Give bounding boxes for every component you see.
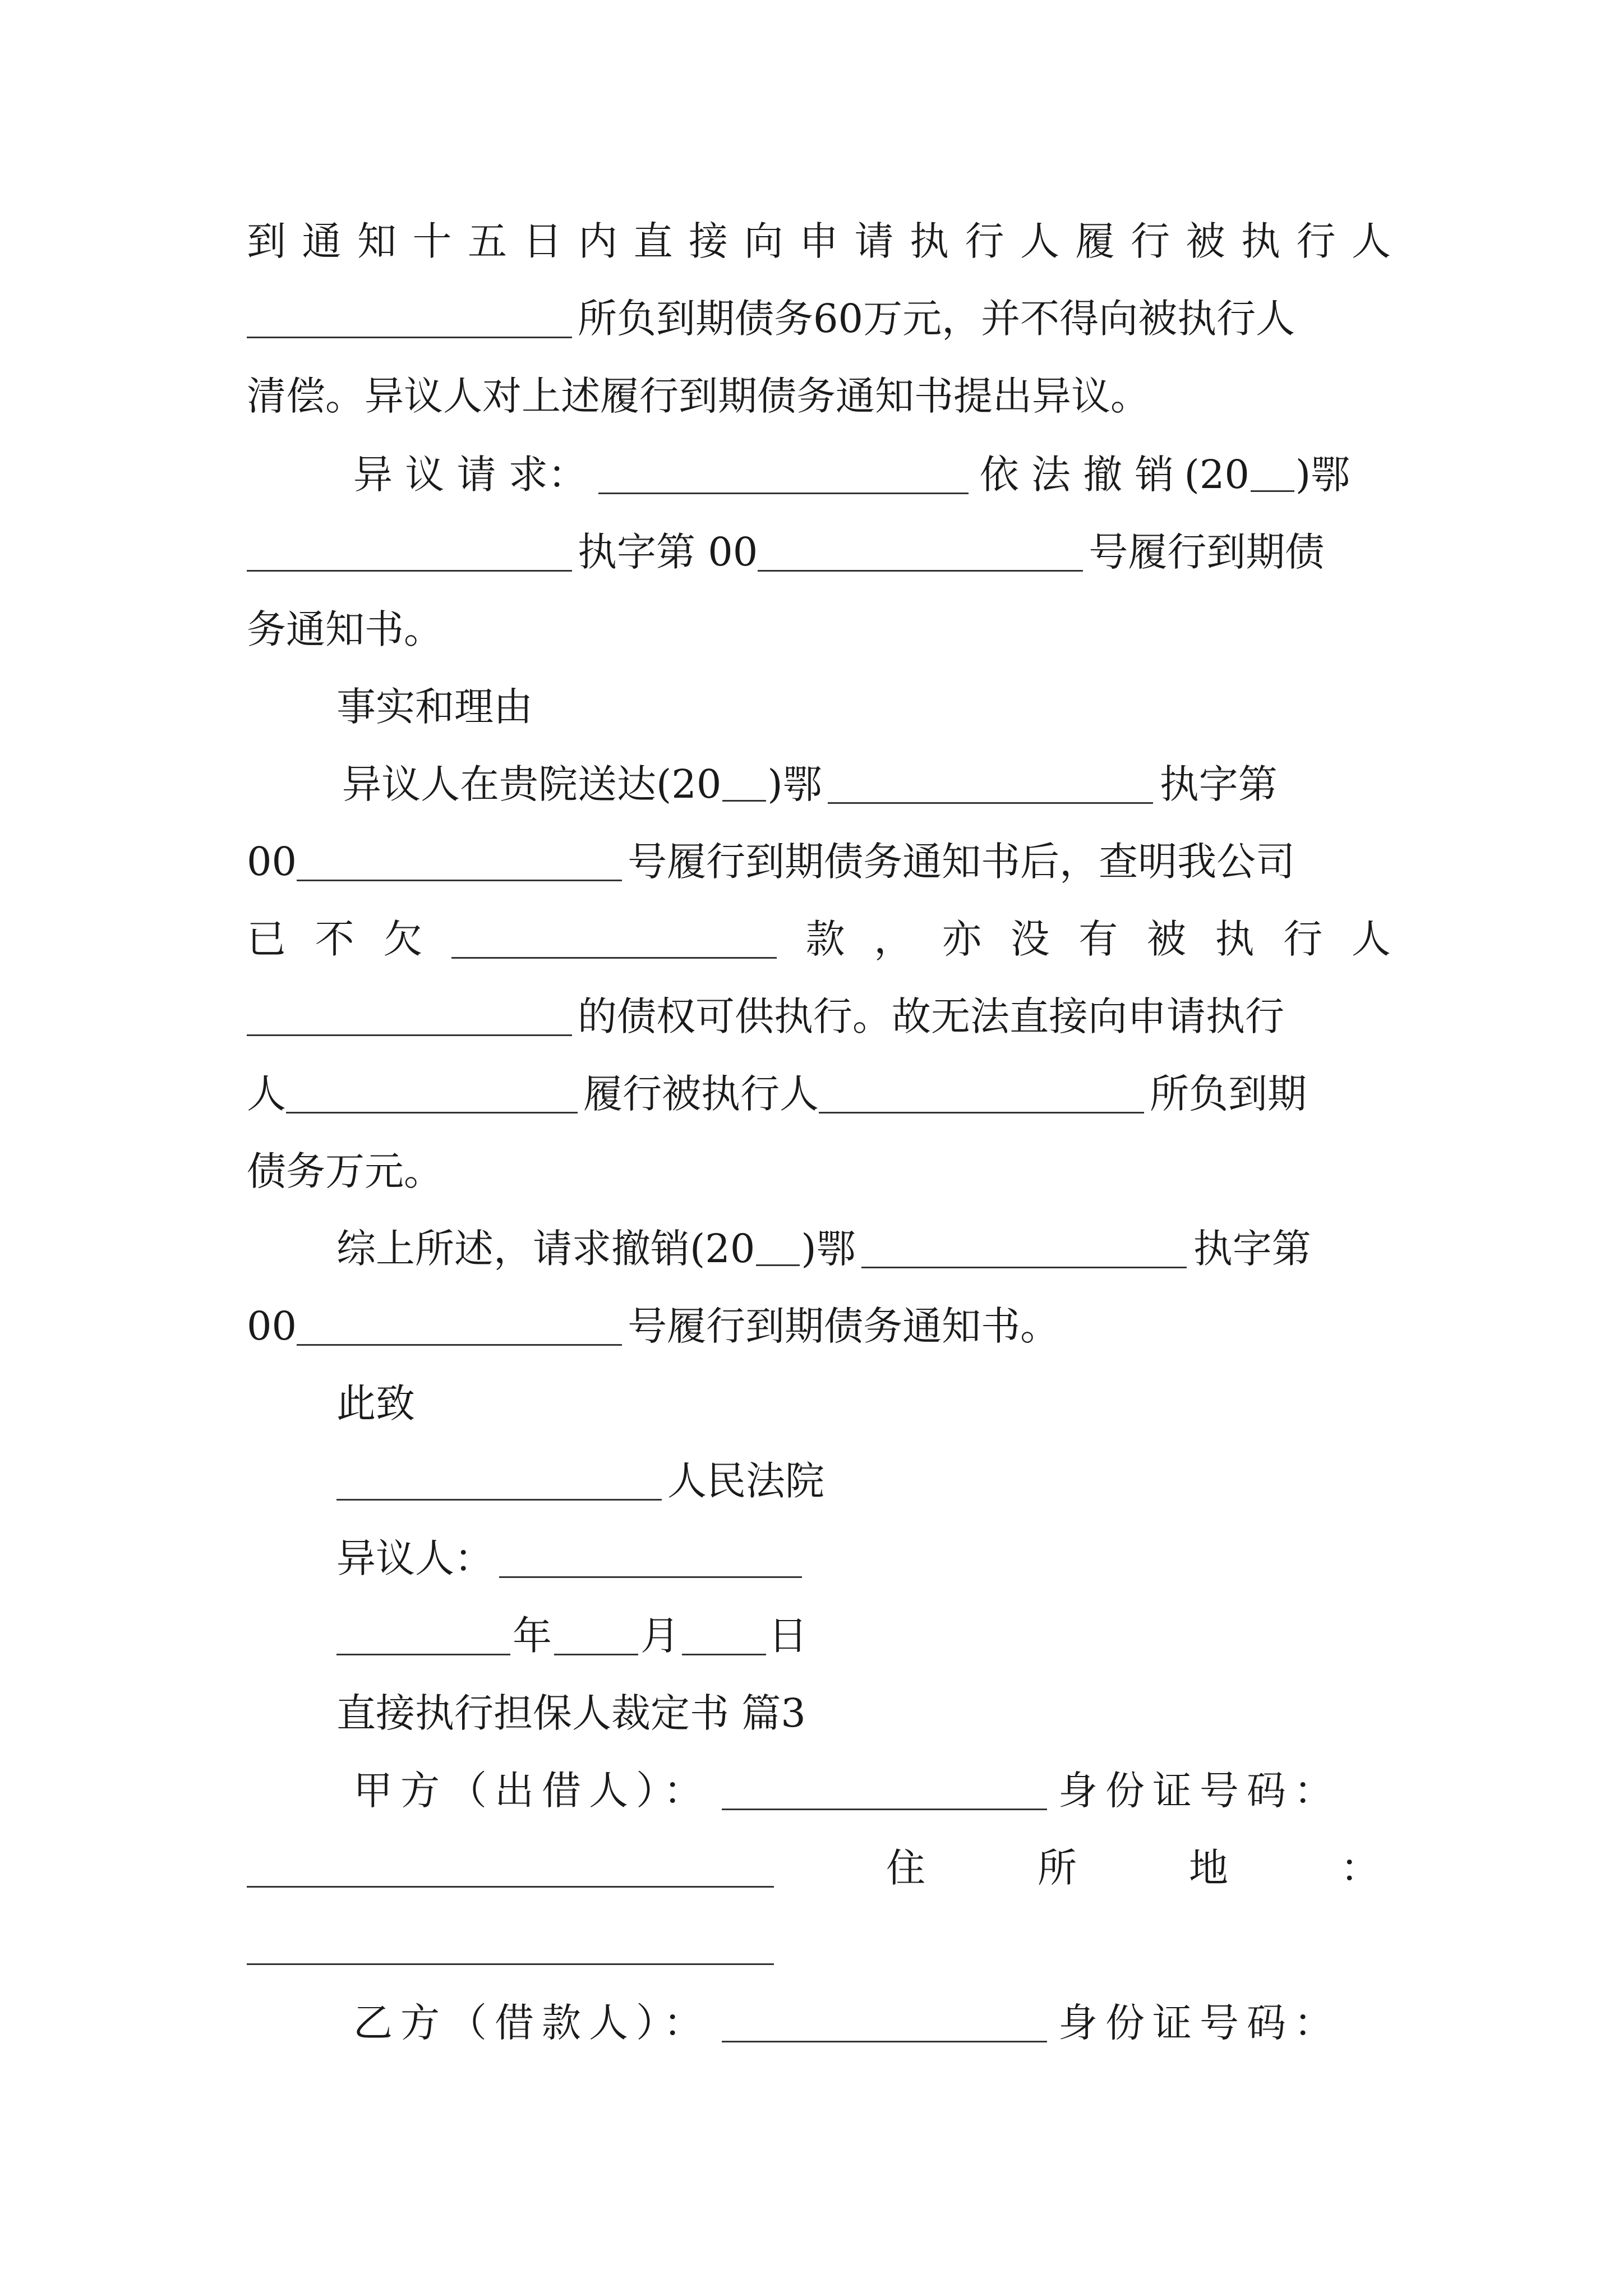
line-5 xyxy=(247,518,1391,586)
day-label: 日 xyxy=(768,1613,808,1659)
year-blank[interactable] xyxy=(722,767,766,802)
line-22 xyxy=(247,1834,1391,1902)
month-label: 月 xyxy=(640,1613,680,1659)
section-title: 直接执行担保人裁定书 篇3 xyxy=(336,1690,806,1736)
line-23 xyxy=(247,1912,1391,1979)
year-field[interactable] xyxy=(336,1617,510,1655)
line-text: 综上所述，请求撤销(20 xyxy=(336,1226,755,1272)
fill-blank[interactable] xyxy=(286,1075,578,1114)
court-name-blank[interactable] xyxy=(336,1462,662,1501)
objection-request-label: 异 议 请 求： xyxy=(353,452,587,498)
char: 有 xyxy=(1078,916,1118,962)
line-24 xyxy=(247,1989,1391,2056)
fill-blank[interactable] xyxy=(247,997,572,1036)
objector-blank[interactable] xyxy=(499,1539,802,1578)
char: 被 xyxy=(1186,218,1225,264)
id-number-label: 身份证号码： xyxy=(1058,2000,1341,2046)
fill-blank[interactable] xyxy=(451,920,777,959)
line-18 xyxy=(247,1525,1391,1592)
char: 五 xyxy=(468,218,507,264)
char: 住 xyxy=(886,1845,925,1891)
char: 接 xyxy=(689,218,728,264)
char: ， xyxy=(874,916,914,962)
line-text: 异议人在贵院送达(20 xyxy=(342,761,722,807)
line-21 xyxy=(247,1757,1391,1824)
char: 行 xyxy=(1296,218,1336,264)
line-17 xyxy=(247,1447,1391,1515)
objector-label: 异议人： xyxy=(336,1535,494,1581)
fill-blank[interactable] xyxy=(819,1075,1144,1114)
line-text: 清偿。异议人对上述履行到期债务通知书提出异议。 xyxy=(247,373,1150,419)
char: 请 xyxy=(854,218,894,264)
section-heading: 事实和理由 xyxy=(336,684,533,730)
fill-blank[interactable] xyxy=(828,765,1153,804)
year-blank[interactable] xyxy=(1251,458,1294,492)
char: 知 xyxy=(357,218,396,264)
char: 向 xyxy=(744,218,783,264)
fill-blank[interactable] xyxy=(247,533,572,572)
char: 没 xyxy=(1010,916,1050,962)
fill-blank[interactable] xyxy=(297,843,622,881)
line-text: 00 xyxy=(247,839,297,885)
char: 所 xyxy=(1038,1845,1077,1891)
line-text: 所负到期债务60万元，并不得向被执行人 xyxy=(578,296,1295,342)
line-text: 执字第 00 xyxy=(578,529,758,575)
line-3 xyxy=(247,362,1391,430)
address-label xyxy=(886,1834,1391,1902)
line-text: 人 xyxy=(247,1071,286,1117)
line-text: 号履行到期债务通知书。 xyxy=(628,1303,1060,1349)
line-8 xyxy=(247,751,1391,818)
fill-blank[interactable] xyxy=(297,1307,622,1346)
char: 款 xyxy=(805,916,845,962)
year-blank[interactable] xyxy=(756,1232,800,1266)
fill-blank[interactable] xyxy=(598,455,969,494)
line-13 xyxy=(247,1138,1391,1205)
line-text: 的债权可供执行。故无法直接向申请执行 xyxy=(578,993,1284,1039)
char: 十 xyxy=(412,218,452,264)
char: 执 xyxy=(1241,218,1280,264)
line-text: )鄂 xyxy=(767,761,822,807)
char: 直 xyxy=(633,218,673,264)
line-text: 依 法 撤 销 xyxy=(979,452,1174,498)
line-text: (20 xyxy=(1184,452,1249,498)
line-9 xyxy=(247,828,1391,895)
lender-label: 甲方（出借人）： xyxy=(353,1768,711,1814)
line-text: 务通知书。 xyxy=(247,606,443,652)
line-14 xyxy=(247,1215,1391,1282)
line-6 xyxy=(247,596,1391,663)
char: 被 xyxy=(1146,916,1186,962)
line-text: 00 xyxy=(247,1303,297,1349)
line-15 xyxy=(247,1292,1391,1360)
char: 行 xyxy=(1283,916,1323,962)
id-number-label: 身份证号码： xyxy=(1058,1768,1341,1814)
char: ： xyxy=(1340,1845,1380,1891)
line-text: 所负到期 xyxy=(1150,1071,1307,1117)
char: 执 xyxy=(910,218,949,264)
id-number-blank[interactable] xyxy=(247,1849,774,1888)
char: 到 xyxy=(247,218,286,264)
line-12 xyxy=(247,1060,1391,1128)
year-label: 年 xyxy=(513,1613,552,1659)
line-text: )鄂 xyxy=(801,1226,856,1272)
line-2 xyxy=(247,285,1391,352)
line-text: 执字第 xyxy=(1159,761,1278,807)
line-text: )鄂 xyxy=(1295,452,1350,498)
line-19 xyxy=(247,1602,1391,1669)
line-20 xyxy=(247,1680,1391,1747)
lender-name-blank[interactable] xyxy=(722,1772,1047,1810)
char: 执 xyxy=(1215,916,1255,962)
char: 通 xyxy=(302,218,342,264)
salutation: 此致 xyxy=(336,1381,415,1427)
char: 欠 xyxy=(383,916,423,962)
char: 行 xyxy=(965,218,1004,264)
line-text: 号履行到期债 xyxy=(1089,529,1325,575)
char: 人 xyxy=(1351,916,1391,962)
line-text: 号履行到期债务通知书后，查明我公司 xyxy=(628,839,1295,885)
fill-blank[interactable] xyxy=(247,300,572,338)
line-1 xyxy=(247,208,1391,275)
line-10 xyxy=(247,905,1391,973)
line-7 xyxy=(247,673,1391,740)
line-4 xyxy=(247,441,1391,508)
borrower-label: 乙方（借款人）： xyxy=(353,2000,711,2046)
char: 申 xyxy=(799,218,838,264)
char: 内 xyxy=(578,218,617,264)
char: 履 xyxy=(1075,218,1115,264)
line-text: 债务万元。 xyxy=(247,1148,443,1194)
fill-blank[interactable] xyxy=(758,533,1083,572)
char: 人 xyxy=(1020,218,1059,264)
line-16 xyxy=(247,1370,1391,1437)
fill-blank[interactable] xyxy=(861,1230,1187,1268)
line-text: 履行被执行人 xyxy=(583,1071,819,1117)
line-text: 执字第 xyxy=(1193,1226,1311,1272)
court-label: 人民法院 xyxy=(667,1458,824,1504)
char: 人 xyxy=(1352,218,1391,264)
char: 已 xyxy=(247,916,286,962)
line-11 xyxy=(247,983,1391,1050)
address-blank[interactable] xyxy=(247,1926,774,1965)
day-field[interactable] xyxy=(682,1617,766,1655)
char: 地 xyxy=(1189,1845,1228,1891)
char: 日 xyxy=(523,218,562,264)
char: 亦 xyxy=(942,916,981,962)
char: 行 xyxy=(1131,218,1170,264)
char: 不 xyxy=(315,916,354,962)
month-field[interactable] xyxy=(554,1617,638,1655)
borrower-name-blank[interactable] xyxy=(722,2004,1047,2042)
